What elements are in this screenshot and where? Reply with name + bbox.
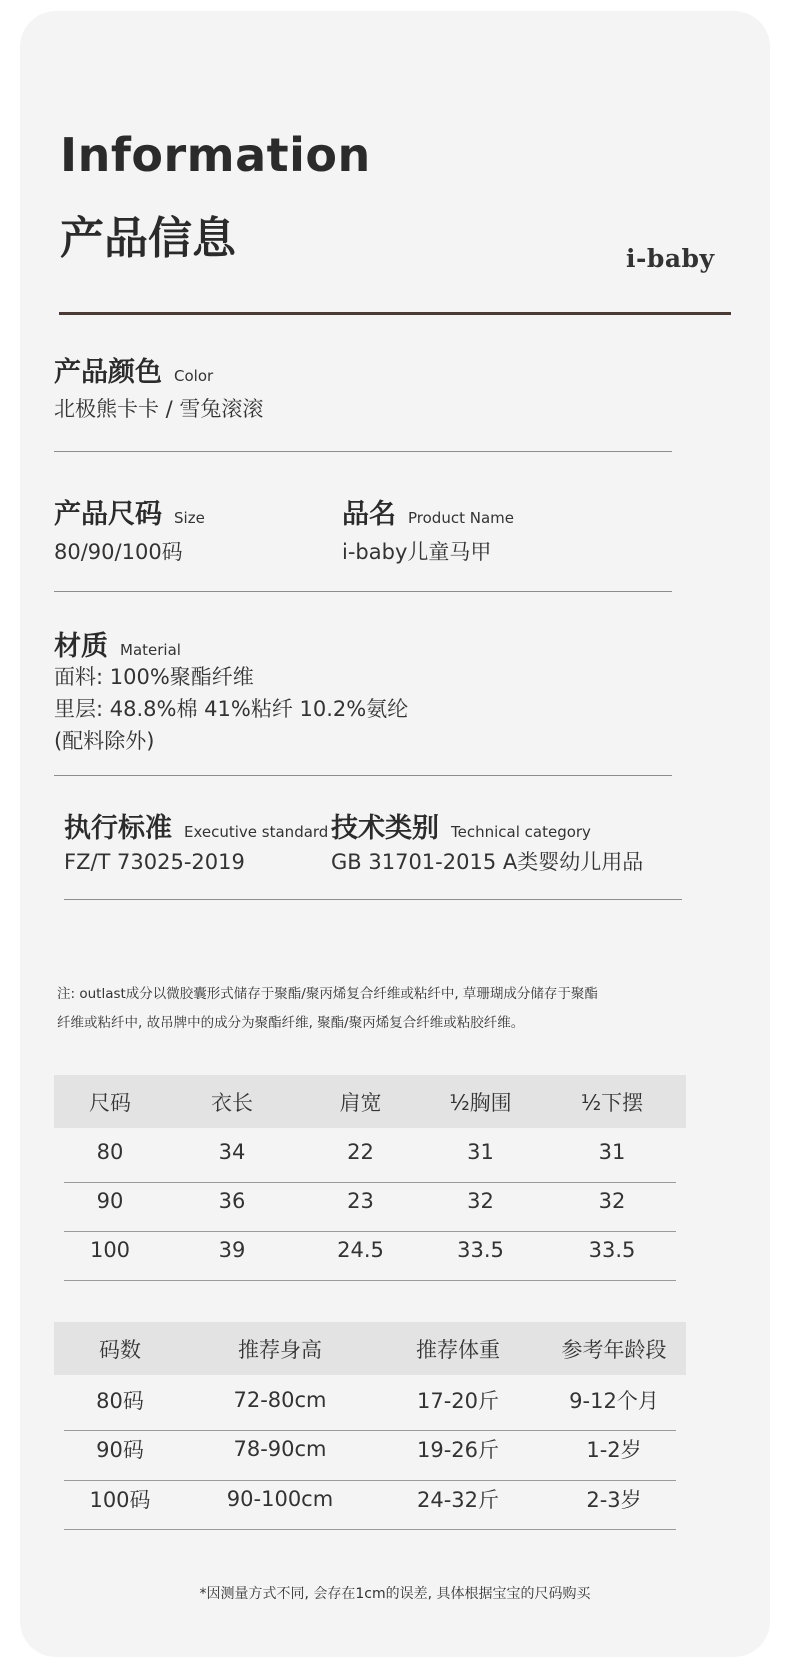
color-label: 产品颜色	[54, 357, 162, 388]
table-header-cell: 推荐身高	[186, 1322, 374, 1375]
standard-heading	[64, 806, 328, 845]
table-row	[54, 1424, 686, 1474]
recommendation-table	[54, 1322, 686, 1523]
table-cell: 9-12个月	[569, 1388, 659, 1413]
table-cell: 36	[218, 1188, 246, 1213]
row-divider	[64, 1529, 676, 1530]
table-cell: 22	[347, 1140, 374, 1164]
product-name-label: 品名	[342, 499, 396, 530]
table-header-row	[54, 1075, 686, 1128]
material-lines	[54, 661, 408, 757]
row-divider	[64, 1280, 676, 1281]
table-header-cell: 尺码	[54, 1075, 166, 1128]
title-english: Information	[60, 128, 371, 182]
standard-label: 执行标准	[64, 813, 172, 844]
title-chinese: 产品信息	[60, 213, 236, 264]
material-line: (配料除外)	[54, 729, 155, 753]
size-label-en: Size	[174, 509, 205, 527]
product-name-heading	[342, 492, 514, 531]
product-name-value: i-baby儿童马甲	[342, 540, 492, 564]
note-line: 注: outlast成分以微胶囊形式储存于聚酯/聚丙烯复合纤维或粘纤中, 草珊瑚成分储存于聚酯	[57, 986, 598, 1002]
table-header-cell: 参考年龄段	[542, 1322, 686, 1375]
table-header-cell: 衣长	[166, 1075, 298, 1128]
table-header-cell: 码数	[54, 1322, 186, 1375]
material-line: 里层: 48.8%棉 41%粘纤 10.2%氨纶	[54, 697, 409, 721]
table-cell: 100码	[89, 1487, 151, 1512]
table-cell: 32	[598, 1188, 626, 1213]
row-divider	[64, 1480, 676, 1481]
row-divider	[64, 1231, 676, 1232]
divider	[54, 775, 672, 776]
color-value: 北极熊卡卡 / 雪兔滚滚	[54, 397, 264, 421]
table-cell: 23	[347, 1188, 374, 1213]
table-cell: 31	[598, 1140, 626, 1164]
table-cell: 34	[218, 1140, 246, 1164]
table-cell: 24-32斤	[416, 1487, 500, 1512]
row-divider	[64, 1430, 676, 1431]
material-line: 面料: 100%聚酯纤维	[54, 665, 254, 689]
product-name-label-en: Product Name	[408, 509, 514, 527]
size-table	[54, 1075, 686, 1274]
table-row	[54, 1128, 686, 1176]
divider	[54, 451, 672, 452]
material-label-en: Material	[120, 641, 181, 659]
tech-category-label-en: Technical category	[451, 823, 591, 841]
table-row	[54, 1225, 686, 1274]
table-header-row	[54, 1322, 686, 1375]
divider	[54, 591, 672, 592]
table-cell: 72-80cm	[233, 1387, 327, 1412]
table-cell: 39	[218, 1237, 246, 1262]
row-divider	[64, 1182, 676, 1183]
standard-label-en: Executive standard	[184, 823, 329, 841]
composition-note	[57, 980, 697, 1038]
table-cell: 90-100cm	[226, 1486, 334, 1511]
table-cell: 100	[89, 1237, 131, 1262]
table-cell: 17-20斤	[416, 1388, 500, 1413]
table-cell: 80码	[96, 1388, 144, 1413]
tech-category-heading	[331, 806, 591, 845]
standard-value: FZ/T 73025-2019	[64, 850, 245, 874]
table-cell: 32	[467, 1188, 494, 1213]
table-cell: 33.5	[588, 1237, 636, 1262]
table-cell: 31	[467, 1140, 494, 1164]
tech-category-label: 技术类别	[331, 813, 439, 844]
table-cell: 19-26斤	[416, 1438, 500, 1462]
table-cell: 1-2岁	[586, 1438, 642, 1462]
note-line: 纤维或粘纤中, 故吊牌中的成分为聚酯纤维, 聚酯/聚丙烯复合纤维或粘胶纤维。	[57, 1015, 525, 1031]
table-cell: 78-90cm	[233, 1437, 327, 1461]
table-cell: 80	[96, 1140, 124, 1164]
table-row	[54, 1375, 686, 1424]
material-label: 材质	[54, 631, 108, 662]
table-cell: 90码	[96, 1438, 144, 1462]
table-row	[54, 1474, 686, 1523]
material-heading	[54, 624, 181, 663]
color-label-en: Color	[174, 367, 214, 385]
table-header-cell: 推荐体重	[374, 1322, 542, 1375]
table-header-cell: ½下摆	[538, 1075, 686, 1128]
header-divider	[59, 312, 731, 315]
size-heading	[54, 492, 205, 531]
color-heading	[54, 350, 213, 389]
table-cell: 2-3岁	[586, 1487, 642, 1512]
tech-category-value: GB 31701-2015 A类婴幼儿用品	[331, 850, 644, 874]
measurement-footnote: *因测量方式不同, 会存在1cm的误差, 具体根据宝宝的尺码购买	[199, 1586, 591, 1602]
brand-logo: i-baby	[626, 244, 715, 273]
divider	[64, 899, 682, 900]
table-cell: 90	[96, 1188, 124, 1213]
size-value: 80/90/100码	[54, 540, 183, 564]
table-header-cell: ½胸围	[423, 1075, 538, 1128]
table-cell: 33.5	[457, 1237, 504, 1262]
table-header-cell: 肩宽	[298, 1075, 423, 1128]
table-row	[54, 1176, 686, 1225]
size-label: 产品尺码	[54, 499, 162, 530]
table-cell: 24.5	[337, 1237, 384, 1262]
